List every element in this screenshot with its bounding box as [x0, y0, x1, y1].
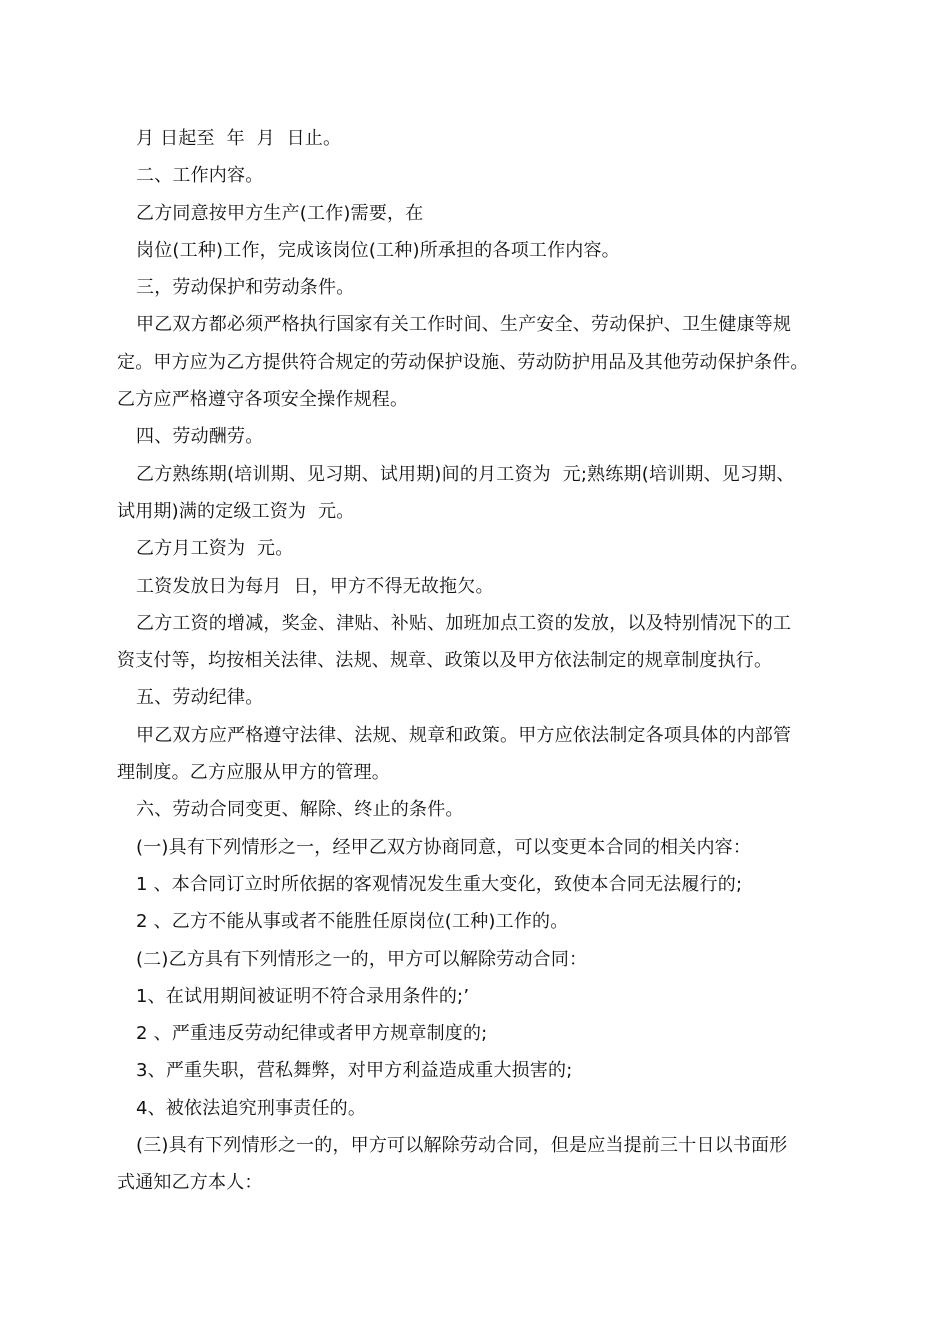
text-line: 式通知乙方本人： — [117, 1172, 263, 1194]
list-item: 2 、乙方不能从事或者不能胜任原岗位(工种)工作的。 — [136, 911, 569, 933]
subsection-line: (二)乙方具有下列情形之一的，甲方可以解除劳动合同： — [136, 948, 588, 970]
text-line: 甲乙双方应严格遵守法律、法规、规章和政策。甲方应依法制定各项具体的内部管 — [136, 724, 792, 746]
section-heading: 五、劳动纪律。 — [136, 687, 264, 709]
text-line: 月 日起至 年 月 日止。 — [136, 128, 342, 149]
text-line: 试用期)满的定级工资为 元。 — [117, 500, 355, 522]
text-line: 乙方月工资为 元。 — [136, 538, 294, 560]
text-line: 岗位(工种)工作，完成该岗位(工种)所承担的各项工作内容。 — [136, 239, 620, 261]
list-item: 3、严重失职，营私舞弊，对甲方利益造成重大损害的; — [136, 1060, 573, 1082]
text-line: 乙方工资的增减，奖金、津贴、补贴、加班加点工资的发放，以及特别情况下的工 — [136, 612, 792, 634]
text-line: 乙方同意按甲方生产(工作)需要，在 — [136, 202, 424, 224]
text-line: 定。甲方应为乙方提供符合规定的劳动保护设施、劳动防护用品及其他劳动保护条件。 — [117, 351, 809, 373]
section-heading: 六、劳动合同变更、解除、终止的条件。 — [136, 799, 464, 821]
text-line: 乙方应严格遵守各项安全操作规程。 — [117, 389, 409, 411]
subsection-line: (一)具有下列情形之一，经甲乙双方协商同意，可以变更本合同的相关内容： — [136, 836, 752, 858]
list-item: 2 、严重违反劳动纪律或者甲方规章制度的; — [136, 1023, 488, 1045]
text-line: 工资发放日为每月 日，甲方不得无故拖欠。 — [136, 575, 494, 597]
document-body — [117, 120, 837, 1202]
section-heading: 四、劳动酬劳。 — [136, 426, 264, 448]
list-item: 4、被依法追究刑事责任的。 — [136, 1097, 367, 1119]
text-line: 甲乙双方都必须严格执行国家有关工作时间、生产安全、劳动保护、卫生健康等规 — [136, 314, 792, 336]
section-heading: 三，劳动保护和劳动条件。 — [136, 277, 355, 299]
text-line: 乙方熟练期(培训期、见习期、试用期)间的月工资为 元;熟练期(培训期、见习期、 — [136, 463, 795, 485]
text-line: 资支付等，均按相关法律、法规、规章、政策以及甲方依法制定的规章制度执行。 — [117, 650, 773, 672]
list-item: 1 、本合同订立时所依据的客观情况发生重大变化，致使本合同无法履行的; — [136, 873, 743, 895]
subsection-line: (三)具有下列情形之一的，甲方可以解除劳动合同，但是应当提前三十日以书面形 — [136, 1135, 788, 1157]
text-line: 理制度。乙方应服从甲方的管理。 — [117, 762, 390, 784]
list-item: 1、在试用期间被证明不符合录用条件的;’ — [136, 985, 470, 1007]
section-heading: 二、工作内容。 — [136, 165, 264, 187]
